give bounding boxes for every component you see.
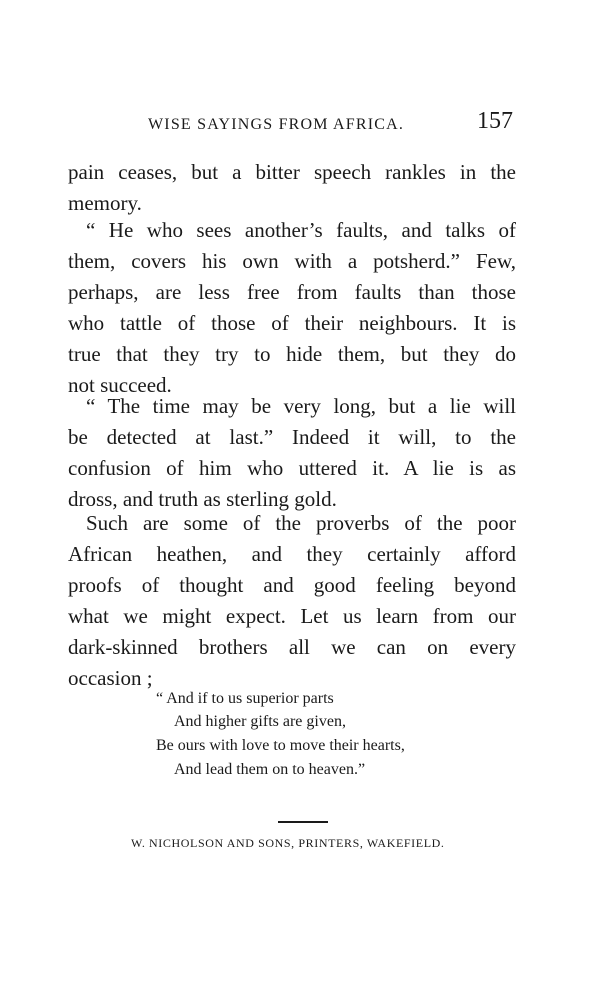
text-line: “ He who sees another’s faults, and talks of	[86, 218, 516, 242]
text-line: confusion of him who uttered it. A lie is as	[68, 456, 516, 480]
text-line: be detected at last.” Indeed it will, to the	[68, 425, 516, 449]
text-line: pain ceases, but a bitter speech rankles in the	[68, 160, 516, 184]
text-line: what we might expect. Let us learn from our	[68, 604, 516, 628]
paragraph-proverb-faults	[68, 215, 516, 401]
text-line: Such are some of the proverbs of the poor	[86, 511, 516, 535]
verse-line: “ And if to us superior parts	[156, 690, 334, 707]
text-line: who tattle of those of their neighbours. It is	[68, 311, 516, 335]
text-line: true that they try to hide them, but they do	[68, 342, 516, 366]
text-line: dark-skinned brothers all we can on every	[68, 635, 516, 659]
text-line: “ The time may be very long, but a lie will	[86, 394, 516, 418]
text-line: perhaps, are less free from faults than those	[68, 280, 516, 304]
text-line: dross, and truth as sterling gold.	[68, 487, 337, 511]
running-head: WISE SAYINGS FROM AFRICA.	[148, 116, 405, 133]
printer-imprint: W. NICHOLSON AND SONS, PRINTERS, WAKEFIELD.	[131, 836, 445, 850]
verse-line: Be ours with love to move their hearts,	[156, 737, 405, 754]
paragraph-continuation	[68, 157, 516, 219]
text-line: memory.	[68, 191, 142, 215]
paragraph-proverb-lie	[68, 391, 516, 515]
page-number: 157	[477, 108, 513, 134]
text-line: occasion ;	[68, 666, 153, 690]
verse-line: And higher gifts are given,	[174, 713, 346, 730]
text-line: African heathen, and they certainly afford	[68, 542, 516, 566]
paragraph-conclusion	[68, 508, 516, 694]
text-line: proofs of thought and good feeling beyond	[68, 573, 516, 597]
text-line: them, covers his own with a potsherd.” Few,	[68, 249, 516, 273]
text-line: not succeed.	[68, 373, 172, 397]
verse-line: And lead them on to heaven.”	[174, 761, 366, 778]
divider-rule	[278, 821, 328, 823]
